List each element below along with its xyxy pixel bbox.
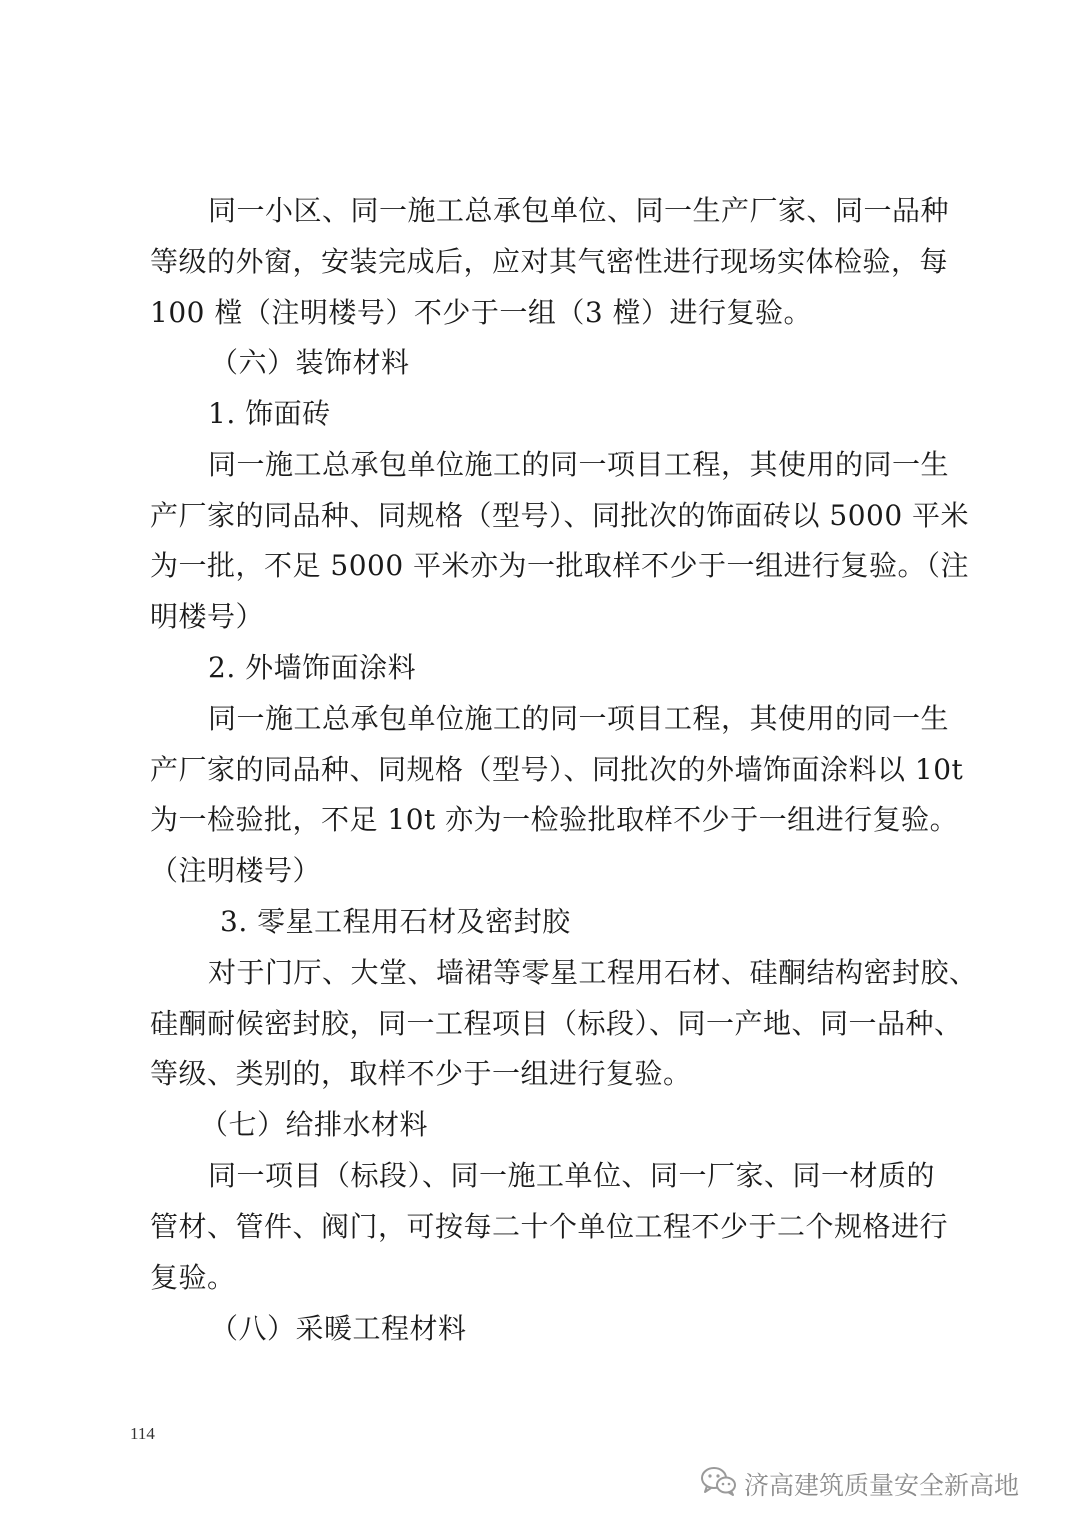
subsection-heading-1: 1. 饰面砖 [208, 397, 331, 430]
text-line-6: 同一施工总承包单位施工的同一项目工程，其使用的同一生 [208, 448, 950, 481]
text-line-2: 等级的外窗，安装完成后，应对其气密性进行现场实体检验，每 [150, 245, 949, 278]
watermark-text: 济高建筑质量安全新高地 [744, 1471, 1020, 1500]
text-line-20: 同一项目（标段）、同一施工单位、同一厂家、同一材质的 [208, 1159, 936, 1192]
section-heading-7: （七）给排水材料 [200, 1108, 429, 1141]
text-line-12: 产厂家的同品种、同规格（型号）、同批次的外墙饰面涂料以 10t [150, 753, 964, 786]
section-heading-8: （八）采暖工程材料 [210, 1312, 467, 1345]
text-line-13: 为一检验批，不足 10t 亦为一检验批取样不少于一组进行复验。 [150, 803, 959, 836]
text-line-17: 硅酮耐候密封胶，同一工程项目（标段）、同一产地、同一品种、 [150, 1007, 963, 1040]
text-line-8: 为一批，不足 5000 平米亦为一批取样不少于一组进行复验。（注 [150, 549, 970, 582]
page-number: 114 [130, 1424, 155, 1443]
wechat-icon [700, 1465, 738, 1503]
text-line-7: 产厂家的同品种、同规格（型号）、同批次的饰面砖以 5000 平米 [150, 499, 970, 532]
text-line-14: （注明楼号） [150, 854, 322, 887]
text-line-21: 管材、管件、阀门，可按每二十个单位工程不少于二个规格进行 [150, 1210, 949, 1243]
text-line-3: 100 樘（注明楼号）不少于一组（3 樘）进行复验。 [150, 296, 813, 329]
text-line-16: 对于门厅、大堂、墙裙等零星工程用石材、硅酮结构密封胶、 [208, 956, 978, 989]
watermark [700, 1462, 1060, 1506]
text-line-11: 同一施工总承包单位施工的同一项目工程，其使用的同一生 [208, 702, 950, 735]
section-heading-6: （六）装饰材料 [210, 346, 410, 379]
text-line-22: 复验。 [150, 1261, 236, 1294]
text-line-1: 同一小区、同一施工总承包单位、同一生产厂家、同一品种 [208, 194, 950, 227]
text-line-18: 等级、类别的，取样不少于一组进行复验。 [150, 1057, 692, 1090]
text-line-9: 明楼号） [150, 600, 265, 633]
subsection-heading-3: 3. 零星工程用石材及密封胶 [220, 905, 571, 938]
subsection-heading-2: 2. 外墙饰面涂料 [208, 651, 417, 684]
